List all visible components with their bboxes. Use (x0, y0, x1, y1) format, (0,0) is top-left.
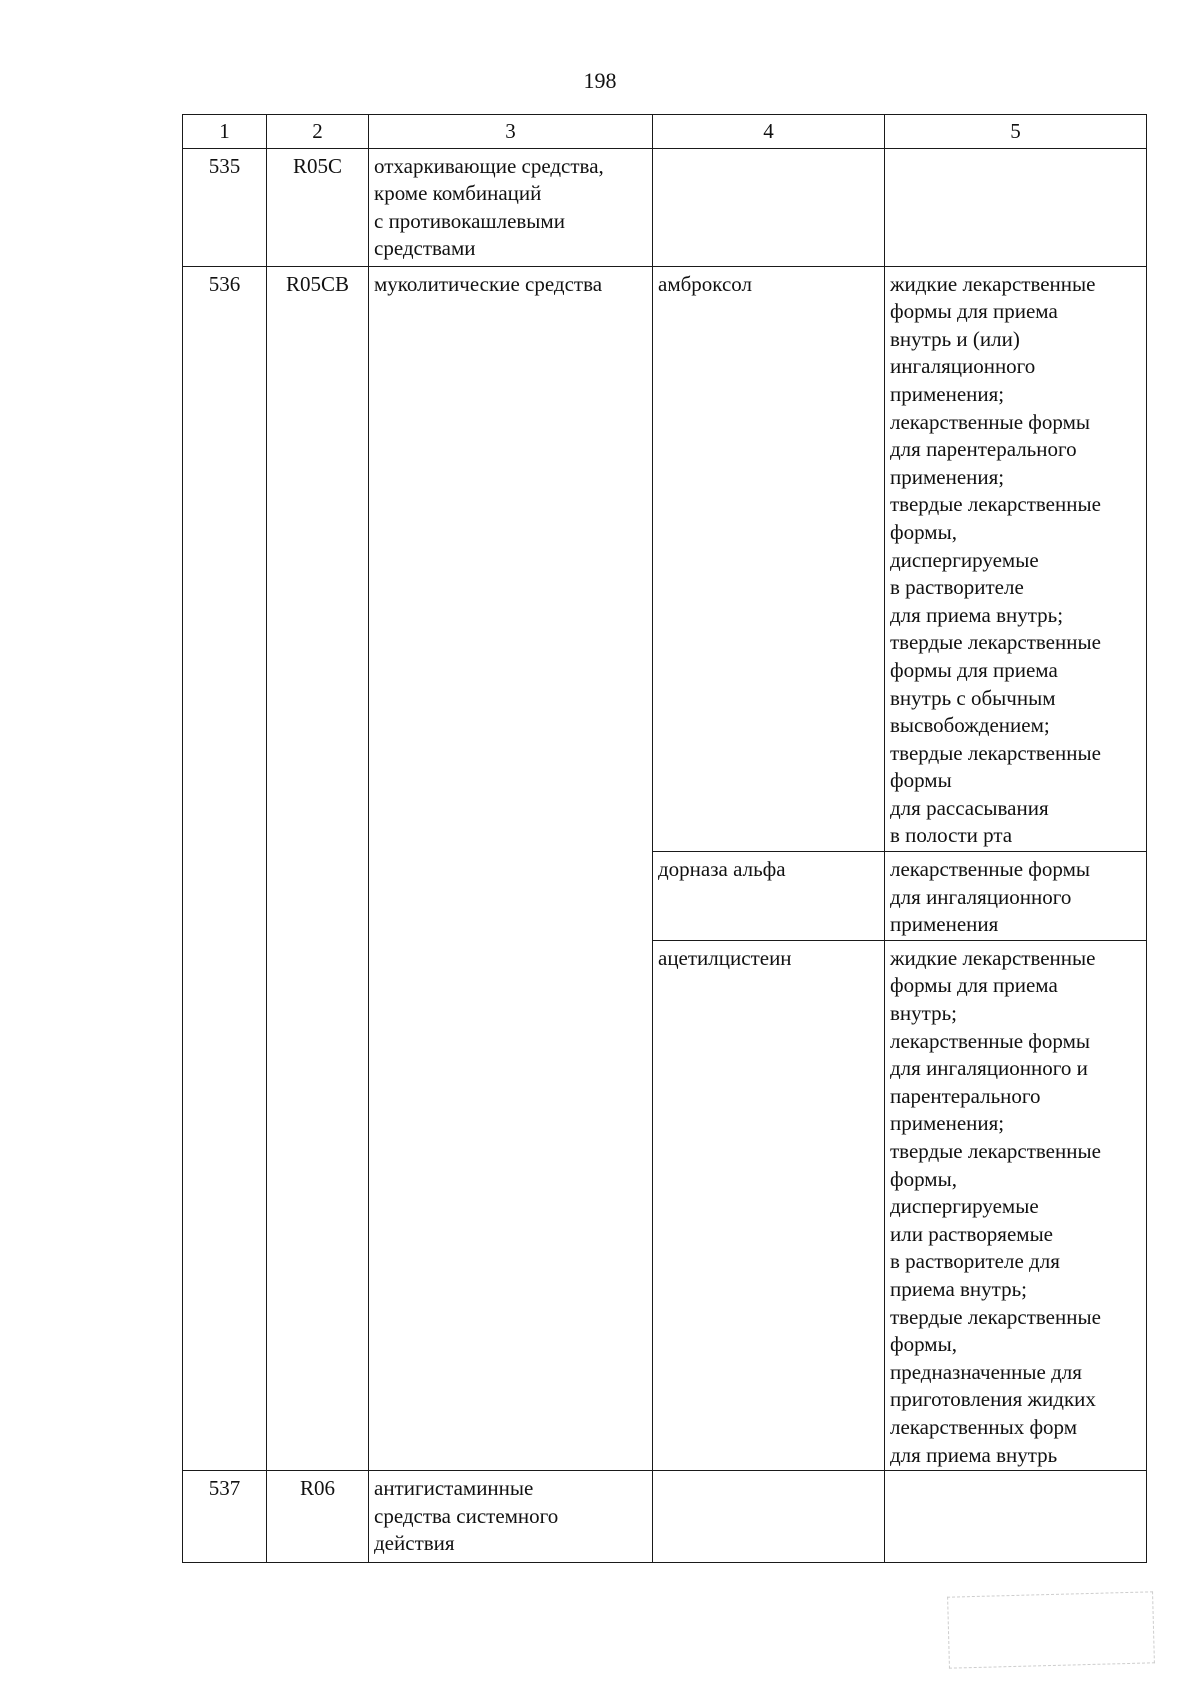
atc-code: R05CB (267, 266, 369, 1471)
table-row (183, 1471, 1147, 1563)
drug-name: амброксол (653, 266, 885, 851)
anatomical-group: антигистаминные средства системного действия (369, 1471, 653, 1563)
column-header: 5 (885, 115, 1147, 149)
dosage-forms: жидкие лекарственные формы для приема внутрь и (или) ингаляционного применения; лекарственные формы для парентерального применения; твердые лекарственные формы, диспергируемые в растворителе для приема внутрь; твердые лекарственные формы для приема внутрь с обычным высвобождением; твердые лекарственные формы для рассасывания в полости рта (885, 266, 1147, 851)
dosage-forms (885, 148, 1147, 266)
atc-code: R05C (267, 148, 369, 266)
faded-stamp (947, 1591, 1155, 1668)
row-number: 537 (183, 1471, 267, 1563)
column-header: 1 (183, 115, 267, 149)
page-number: 198 (583, 68, 617, 93)
drug-name: ацетилцистеин (653, 940, 885, 1470)
anatomical-group: отхаркивающие средства, кроме комбинаций с противокашлевыми средствами (369, 148, 653, 266)
drug-name (653, 148, 885, 266)
anatomical-group: муколитические средства (369, 266, 653, 1471)
drug-name (653, 1471, 885, 1563)
column-header: 3 (369, 115, 653, 149)
column-header: 2 (267, 115, 369, 149)
dosage-forms: жидкие лекарственные формы для приема внутрь; лекарственные формы для ингаляционного и парентерального применения; твердые лекарственные формы, диспергируемые или растворяемые в растворителе для приема внутрь; твердые лекарственные формы, предназначенные для приготовления жидких лекарственных форм для приема внутрь (885, 940, 1147, 1470)
table-row (183, 148, 1147, 266)
row-number: 536 (183, 266, 267, 1471)
dosage-forms: лекарственные формы для ингаляционного применения (885, 852, 1147, 941)
table-row (183, 266, 1147, 851)
dosage-forms (885, 1471, 1147, 1563)
header-row (183, 115, 1147, 149)
drug-name: дорназа альфа (653, 852, 885, 941)
atc-code: R06 (267, 1471, 369, 1563)
column-header: 4 (653, 115, 885, 149)
medicines-table (182, 114, 1147, 1563)
row-number: 535 (183, 148, 267, 266)
